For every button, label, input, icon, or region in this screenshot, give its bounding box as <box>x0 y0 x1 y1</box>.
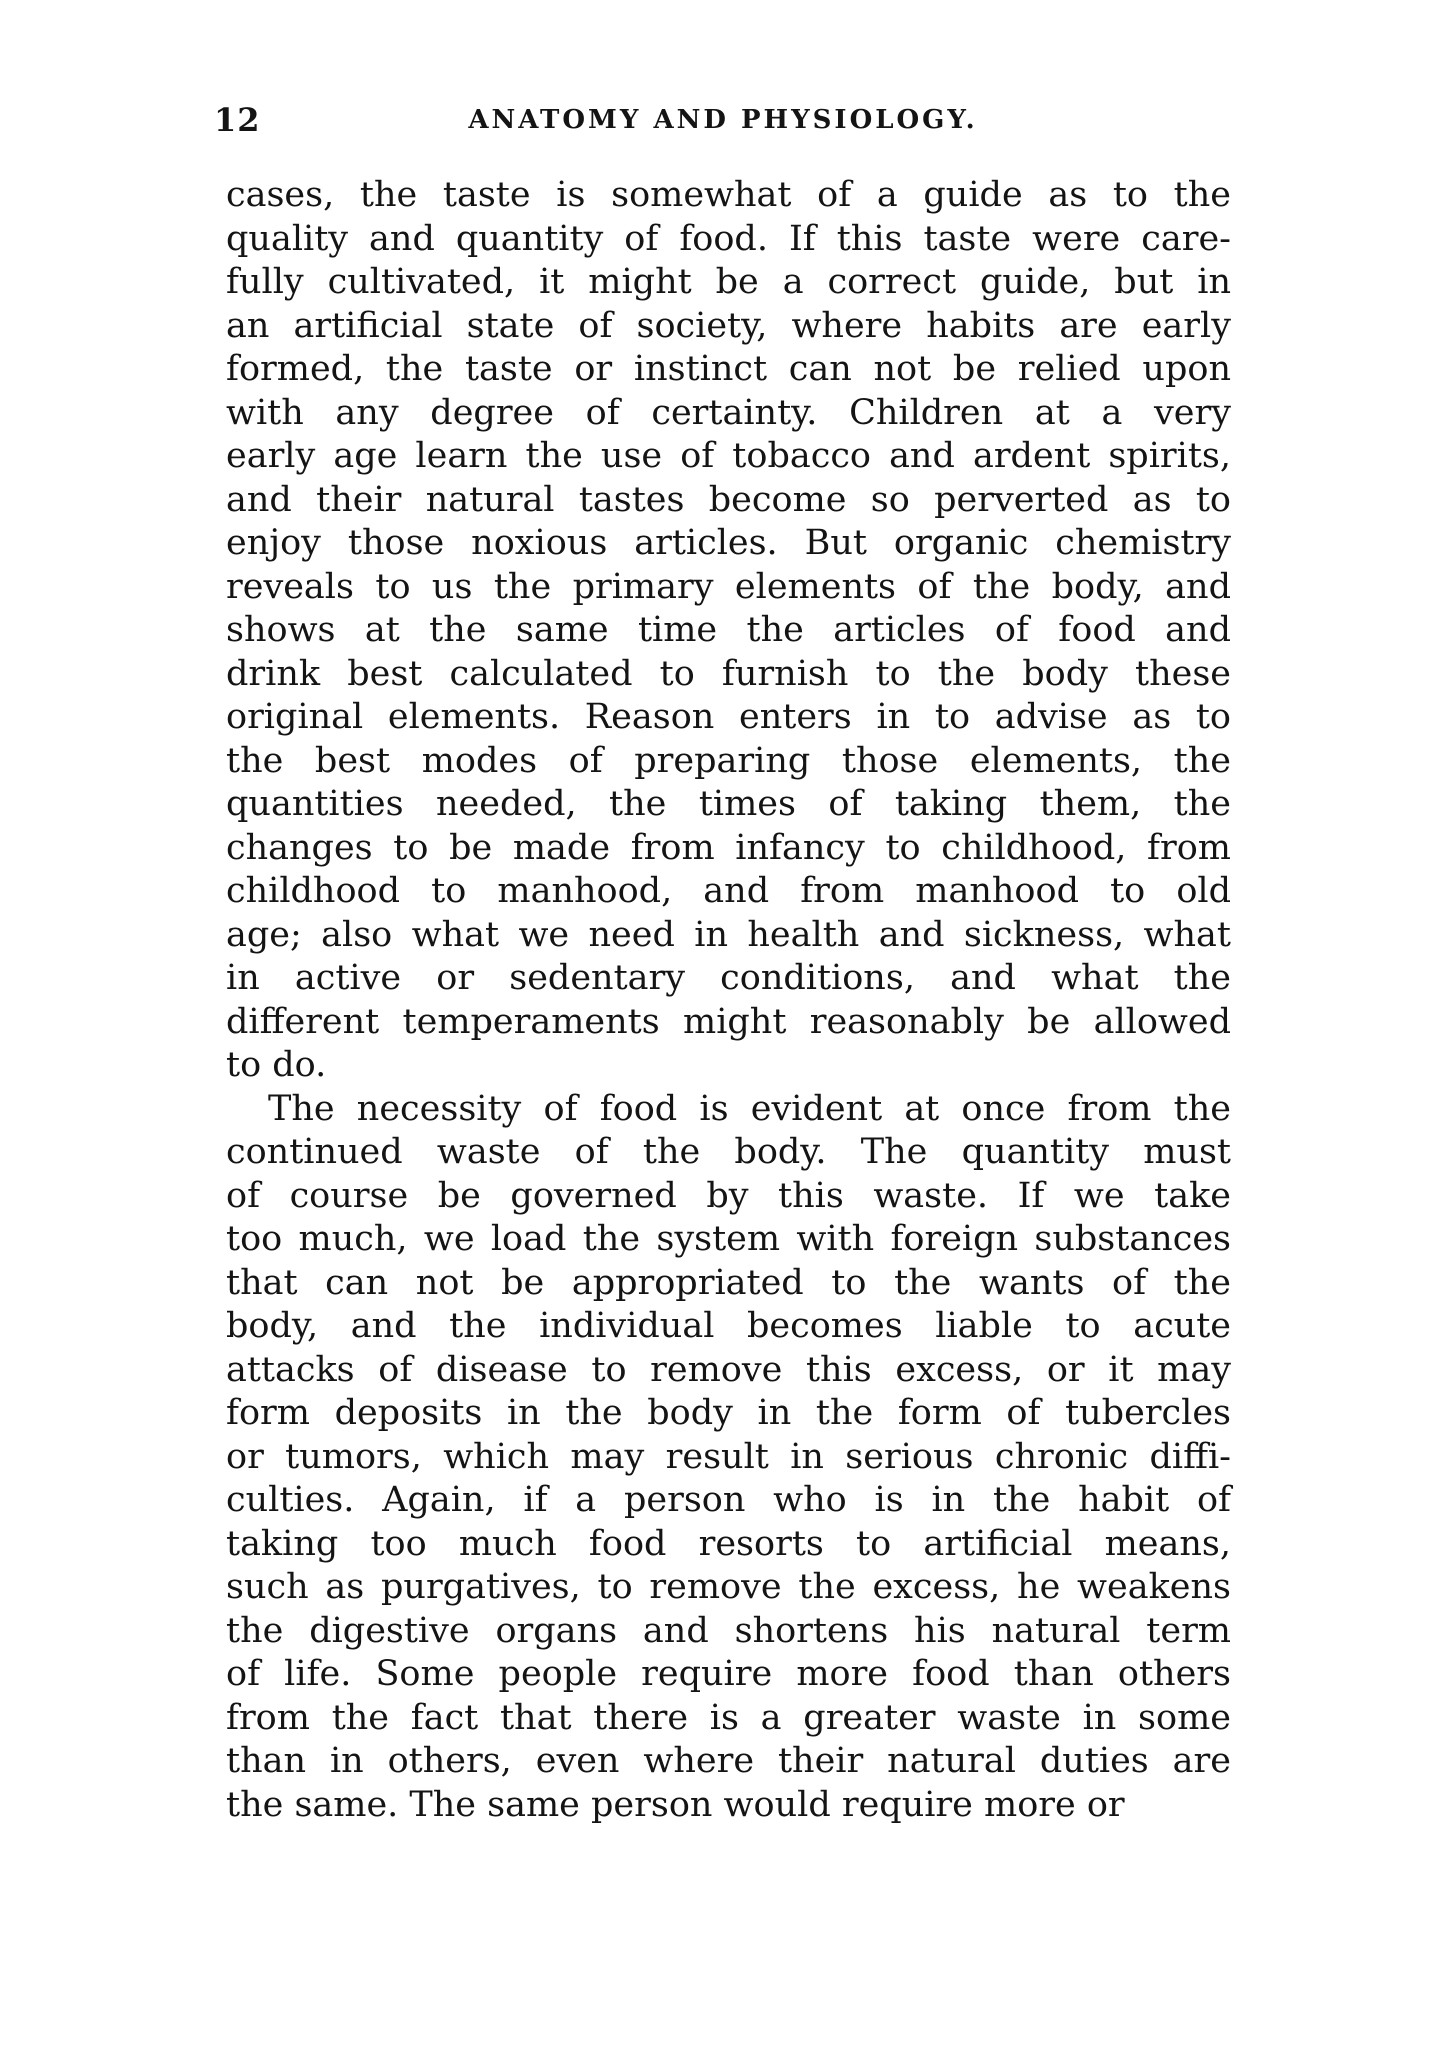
text-line: enjoy those noxious articles. But organic chemistry <box>226 523 1231 563</box>
text-line: original elements. Reason enters in to advise as to <box>226 697 1231 737</box>
text-line: such as purgatives, to remove the excess, he weakens <box>226 1567 1231 1607</box>
text-line: shows at the same time the articles of food and <box>226 610 1231 650</box>
text-line: continued waste of the body. The quantity must <box>226 1132 1231 1172</box>
text-line: formed, the taste or instinct can not be relied upon <box>226 349 1231 389</box>
text-line: attacks of disease to remove this excess, or it may <box>226 1349 1231 1390</box>
text-line: and their natural tastes become so perverted as to <box>226 479 1231 520</box>
text-line: than in others, even where their natural duties are <box>226 1741 1231 1781</box>
text-line: drink best calculated to furnish to the body these <box>226 653 1231 694</box>
body-text <box>226 174 1231 1827</box>
text-line: the best modes of preparing those elements, the <box>226 740 1231 781</box>
text-line: the digestive organs and shortens his natural term <box>226 1610 1231 1651</box>
text-line: that can not be appropriated to the wants of the <box>226 1262 1231 1303</box>
text-line: early age learn the use of tobacco and ardent spirits, <box>226 436 1231 476</box>
text-line: or tumors, which may result in serious chronic diffi- <box>226 1436 1231 1477</box>
paragraph-2 <box>226 1088 1231 1828</box>
text-line: of life. Some people require more food than others <box>226 1654 1231 1694</box>
text-line: The necessity of food is evident at once from the <box>268 1088 1231 1129</box>
paragraph-1 <box>226 174 1231 1088</box>
text-line: to do. <box>226 1045 327 1085</box>
text-line: taking too much food resorts to artificial means, <box>226 1523 1231 1564</box>
text-line: quality and quantity of food. If this taste were care- <box>226 218 1231 259</box>
text-line: culties. Again, if a person who is in the habit of <box>226 1480 1231 1520</box>
text-line: from the fact that there is a greater waste in some <box>226 1697 1231 1738</box>
text-line: with any degree of certainty. Children at a very <box>226 392 1231 433</box>
text-line: fully cultivated, it might be a correct guide, but in <box>226 262 1231 302</box>
page-number: 12 <box>214 101 261 139</box>
text-line: quantities needed, the times of taking them, the <box>226 784 1231 824</box>
text-line: cases, the taste is somewhat of a guide as to the <box>226 175 1231 215</box>
text-line: age; also what we need in health and sickness, what <box>226 914 1231 955</box>
text-line: in active or sedentary conditions, and what the <box>226 958 1231 998</box>
text-line: different temperaments might reasonably be allowed <box>226 1001 1231 1042</box>
running-title: ANATOMY AND PHYSIOLOGY. <box>468 105 978 135</box>
text-line: the same. The same person would require more or <box>226 1784 1125 1825</box>
running-head <box>214 92 1232 148</box>
text-line: reveals to us the primary elements of the body, and <box>226 566 1231 607</box>
text-line: body, and the individual becomes liable to acute <box>226 1306 1231 1346</box>
text-line: of course be governed by this waste. If we take <box>226 1175 1231 1216</box>
text-line: an artificial state of society, where habits are early <box>226 305 1231 346</box>
text-line: changes to be made from infancy to childhood, from <box>226 827 1231 868</box>
text-line: form deposits in the body in the form of tubercles <box>226 1393 1231 1433</box>
text-line: too much, we load the system with foreign substances <box>226 1219 1231 1259</box>
text-line: childhood to manhood, and from manhood to old <box>226 871 1231 911</box>
